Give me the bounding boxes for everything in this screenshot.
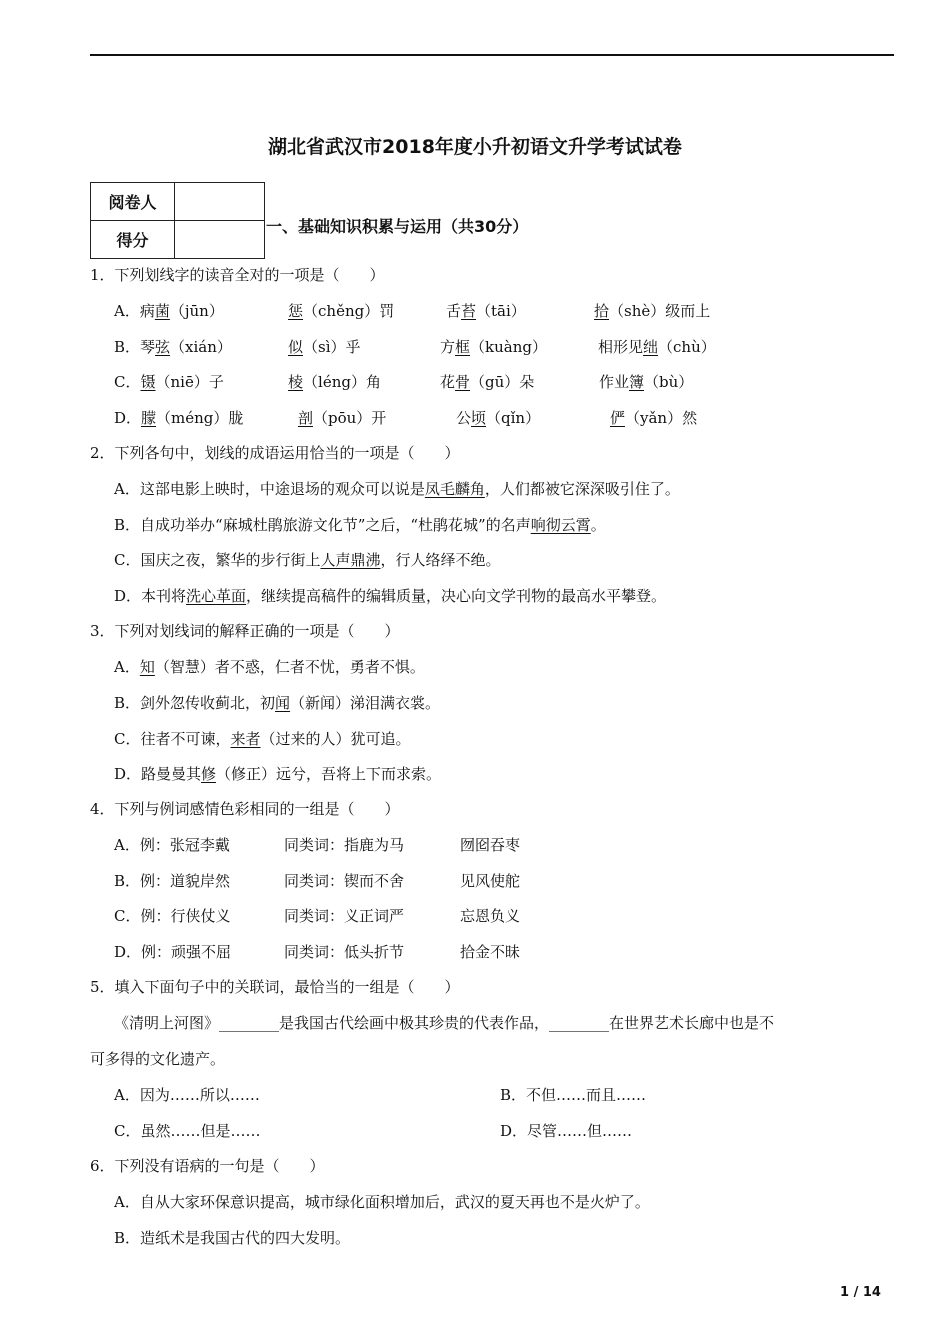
text: 舌 <box>446 302 462 320</box>
underlined-char: 菌 <box>154 302 170 320</box>
question-1-stem: 1．下列划线字的读音全对的一项是（ ） <box>90 266 385 284</box>
item <box>288 301 394 321</box>
text: ，继续提高稿件的编辑质量，决心向文学刊物的最高水平攀登。 <box>246 587 667 605</box>
question-1-option-d <box>114 408 698 428</box>
example: B．例：道貌岸然 <box>114 872 231 890</box>
text: 作业 <box>599 373 630 391</box>
text: （bù） <box>644 373 694 391</box>
text: （tāi） <box>476 302 526 320</box>
underlined-char: 弦 <box>155 338 171 356</box>
text: （新闻）涕泪满衣裳。 <box>290 694 441 712</box>
question-4-stem: 4．下列与例词感情色彩相同的一组是（ ） <box>90 800 400 818</box>
reviewer-label: 阅卷人 <box>91 183 175 221</box>
underlined-word: 闻 <box>275 694 291 712</box>
underlined-word: 知 <box>139 658 155 676</box>
text: （sì）乎 <box>303 338 361 356</box>
underlined-word: 来者 <box>230 730 261 748</box>
item <box>456 408 540 428</box>
question-3-option-a <box>114 657 425 677</box>
text: D． <box>114 409 142 427</box>
text: 。 <box>590 516 606 534</box>
text: A． <box>114 658 140 676</box>
item <box>610 408 697 428</box>
text: D．路曼曼其 <box>114 765 202 783</box>
text: （jūn） <box>169 302 224 320</box>
example: A．例：张冠李戴 <box>114 836 230 854</box>
idiom: 囫囵吞枣 <box>460 836 521 854</box>
text: B．剑外忽传收蓟北，初 <box>114 694 276 712</box>
reviewer-field[interactable] <box>175 183 265 221</box>
text: （méng）胧 <box>156 409 244 427</box>
question-5-passage: 《清明上河图》________是我国古代绘画中极其珍贵的代表作品，________在世界艺术长廊中也是不 <box>114 1014 775 1032</box>
section-heading: 一、基础知识积累与运用（共30分） <box>266 217 529 236</box>
text: A．病 <box>114 302 155 320</box>
text: C． <box>114 373 141 391</box>
underlined-char: 棱 <box>288 373 304 391</box>
question-2-option-c <box>114 550 501 570</box>
question-3-stem: 3．下列对划线词的解释正确的一项是（ ） <box>90 622 400 640</box>
underlined-char: 簿 <box>629 373 645 391</box>
item <box>440 372 534 392</box>
question-1-option-c <box>114 372 694 392</box>
underlined-idiom: 洗心革面 <box>186 587 247 605</box>
text: （过来的人）犹可追。 <box>260 730 411 748</box>
underlined-char: 似 <box>288 338 304 356</box>
text: ，人们都被它深深吸引住了。 <box>484 480 680 498</box>
text: B．自成功举办“麻城杜鹃旅游文化节”之后，“杜鹃花城”的名声 <box>114 516 531 534</box>
example: D．例：顽强不屈 <box>114 943 232 961</box>
text: （修正）远兮，吾将上下而求索。 <box>216 765 442 783</box>
question-2-option-a <box>114 479 680 499</box>
question-3-option-d <box>114 764 441 784</box>
text: ，行人络绎不绝。 <box>380 551 501 569</box>
question-5-option-a: A．因为……所以…… <box>114 1086 260 1104</box>
item <box>599 372 693 392</box>
question-5-stem: 5．填入下面句子中的关联词，最恰当的一组是（ ） <box>90 978 460 996</box>
underlined-char: 骨 <box>455 373 471 391</box>
item <box>288 372 381 392</box>
underlined-idiom: 凤毛麟角 <box>424 480 485 498</box>
underlined-idiom: 人声鼎沸 <box>320 551 381 569</box>
question-2-option-b <box>114 515 606 535</box>
text: （chù） <box>658 338 716 356</box>
underlined-char: 俨 <box>610 409 626 427</box>
text: B．琴 <box>114 338 156 356</box>
underlined-char: 朦 <box>141 409 157 427</box>
question-4-option-c <box>114 906 521 926</box>
example: C．例：行侠仗义 <box>114 907 231 925</box>
text: （智慧）者不惑，仁者不忧，勇者不惧。 <box>154 658 425 676</box>
underlined-idiom: 响彻云霄 <box>530 516 591 534</box>
text: C．国庆之夜，繁华的步行街上 <box>114 551 321 569</box>
same-category: 同类词：锲而不舍 <box>284 872 405 890</box>
underlined-char: 绌 <box>643 338 659 356</box>
question-6-stem: 6．下列没有语病的一句是（ ） <box>90 1157 325 1175</box>
idiom: 忘恩负义 <box>460 907 521 925</box>
question-5-passage-cont: 可多得的文化遗产。 <box>90 1050 226 1068</box>
page-title: 湖北省武汉市2018年度小升初语文升学考试试卷 <box>268 136 682 158</box>
underlined-char: 惩 <box>288 302 304 320</box>
question-4-option-b <box>114 871 521 891</box>
question-1-option-b <box>114 337 716 357</box>
header-rule <box>90 54 894 56</box>
item <box>446 301 526 321</box>
question-5-option-c: C．虽然……但是…… <box>114 1122 261 1140</box>
text: 相形见 <box>598 338 644 356</box>
item <box>298 408 386 428</box>
item <box>594 301 710 321</box>
question-6-option-a: A．自从大家环保意识提高，城市绿化面积增加后，武汉的夏天再也不是火炉了。 <box>114 1193 650 1211</box>
text: 花 <box>440 373 456 391</box>
underlined-word: 修 <box>201 765 217 783</box>
text: （shè）级而上 <box>609 302 711 320</box>
text: （chěng）罚 <box>303 302 395 320</box>
question-1-option-a <box>114 301 711 321</box>
question-4-option-a <box>114 835 521 855</box>
question-5-option-d: D．尽管……但…… <box>500 1122 633 1140</box>
score-field[interactable] <box>175 221 265 259</box>
text: （pōu）开 <box>313 409 387 427</box>
underlined-char: 剖 <box>298 409 314 427</box>
underlined-char: 拾 <box>594 302 610 320</box>
page-number: 1 / 14 <box>840 1285 881 1300</box>
text: （kuàng） <box>470 338 547 356</box>
underlined-char: 苔 <box>461 302 477 320</box>
text: C．往者不可谏， <box>114 730 231 748</box>
question-2-option-d <box>114 586 666 606</box>
underlined-char: 框 <box>455 338 471 356</box>
question-6-option-b: B．造纸术是我国古代的四大发明。 <box>114 1229 351 1247</box>
text: （niē）子 <box>155 373 224 391</box>
idiom: 拾金不昧 <box>460 943 521 961</box>
text: （yǎn）然 <box>625 409 698 427</box>
underlined-char: 顷 <box>471 409 487 427</box>
idiom: 见风使舵 <box>460 872 521 890</box>
same-category: 同类词：指鹿为马 <box>284 836 405 854</box>
question-3-option-b <box>114 693 440 713</box>
question-3-option-c <box>114 729 411 749</box>
text: A．这部电影上映时，中途退场的观众可以说是 <box>114 480 425 498</box>
item <box>440 337 547 357</box>
text: D．本刊将 <box>114 587 187 605</box>
text: （qǐn） <box>486 409 541 427</box>
item <box>598 337 716 357</box>
text: （gū）朵 <box>470 373 535 391</box>
question-2-stem: 2．下列各句中，划线的成语运用恰当的一项是（ ） <box>90 444 460 462</box>
text: 方 <box>440 338 456 356</box>
score-table <box>90 182 265 259</box>
item <box>288 337 361 357</box>
score-label: 得分 <box>91 221 175 259</box>
question-5-option-b: B．不但……而且…… <box>500 1086 647 1104</box>
underlined-char: 镊 <box>140 373 156 391</box>
text: （léng）角 <box>303 373 381 391</box>
text: 公 <box>456 409 472 427</box>
same-category: 同类词：义正词严 <box>284 907 405 925</box>
text: （xián） <box>170 338 232 356</box>
question-4-option-d <box>114 942 521 962</box>
same-category: 同类词：低头折节 <box>284 943 405 961</box>
